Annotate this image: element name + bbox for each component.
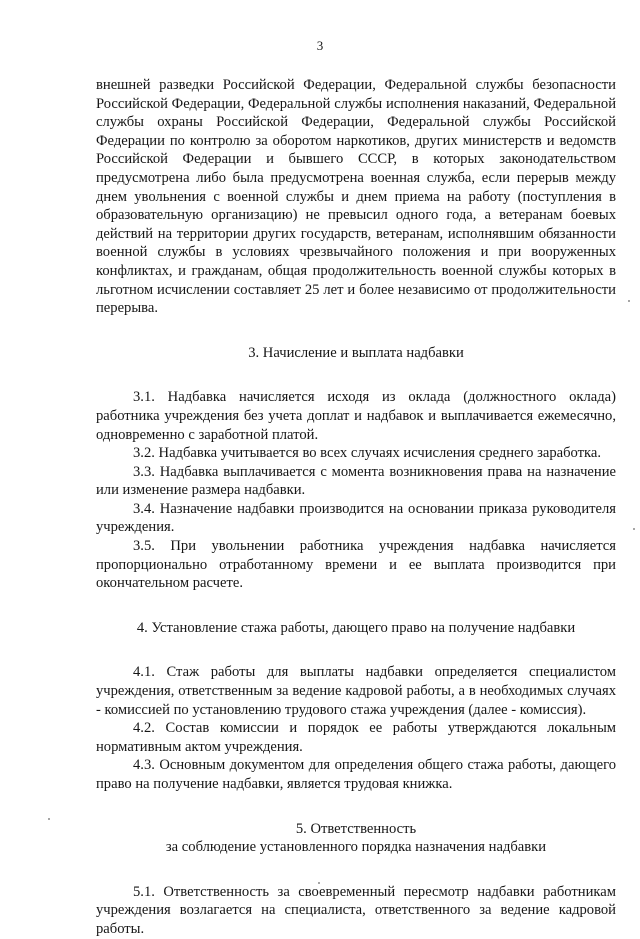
paragraph-3-5: 3.5. При увольнении работника учреждения надбавка начисляется пропорционально отработанному времени и ее выплата производится при окончательном расчете.: [96, 538, 616, 592]
page-number: 3: [316, 38, 324, 53]
scan-speck: [48, 818, 50, 820]
paragraph-3-2: 3.2. Надбавка учитывается во всех случаях исчисления среднего заработка.: [133, 445, 602, 462]
section-4-heading: 4. Установление стажа работы, дающего право на получение надбавки: [136, 619, 576, 636]
paragraph-3-1: 3.1. Надбавка начисляется исходя из оклада (должностного оклада) работника учреждения без учета доплат и надбавок и выплачивается ежемесячно, одновременно с заработной платой.: [96, 389, 616, 443]
intro-paragraph: внешней разведки Российской Федерации, Федеральной службы безопасности Российской Федерации, Федеральной службы исполнения наказаний, Федеральной службы охраны Российской Федерации, Федеральной службы Российской Федерации по контролю за оборотом наркотиков, других министерств и ведомств Российской Федерации и бывшего СССР, в которых законодательством предусмотрена либо была предусмотрена военная служба, если перерыв между днем увольнения с военной службы и днем приема на работу (поступления в образовательную организацию) не превысил одного года, а ветеранам боевых действий на территории других государств, ветеранам, исполнявшим обязанности военной службы в условиях чрезвычайного положения и при вооруженных конфликтах, и гражданам, общая продолжительность военной службы которых в льготном исчислении составляет 25 лет и более независимо от продолжительности перерыва.: [96, 77, 616, 317]
section-5-subheading: за соблюдение установленного порядка назначения надбавки: [165, 839, 547, 856]
document-body: [96, 76, 616, 939]
paragraph-4-1: 4.1. Стаж работы для выплаты надбавки определяется специалистом учреждения, ответственным за ведение кадровой работы, а в необходимых случаях - комиссией по установлению трудового стажа учреждения (далее - комиссия).: [96, 664, 616, 718]
scan-speck: [633, 528, 635, 530]
paragraph-5-1: 5.1. Ответственность за своевременный пересмотр надбавки работникам учреждения возлагается на специалиста, ответственного за ведение кадровой работы.: [96, 883, 616, 937]
section-5-heading: 5. Ответственность: [295, 820, 417, 837]
section-3-heading: 3. Начисление и выплата надбавки: [248, 344, 464, 361]
paragraph-3-4: 3.4. Назначение надбавки производится на основании приказа руководителя учреждения.: [96, 500, 616, 536]
scan-speck: [628, 300, 630, 302]
section-4-body: [96, 663, 616, 793]
paragraph-4-2: 4.2. Состав комиссии и порядок ее работы утверждаются локальным нормативным актом учреждения.: [96, 720, 616, 755]
scan-speck: [318, 882, 320, 884]
paragraph-3-3: 3.3. Надбавка выплачивается с момента возникновения права на назначение или изменение размера надбавки.: [96, 463, 616, 499]
paragraph-4-3: 4.3. Основным документом для определения общего стажа работы, дающего право на получение надбавки, является трудовая книжка.: [96, 757, 616, 792]
section-5-body: [96, 883, 616, 939]
section-3-body: [96, 388, 616, 593]
